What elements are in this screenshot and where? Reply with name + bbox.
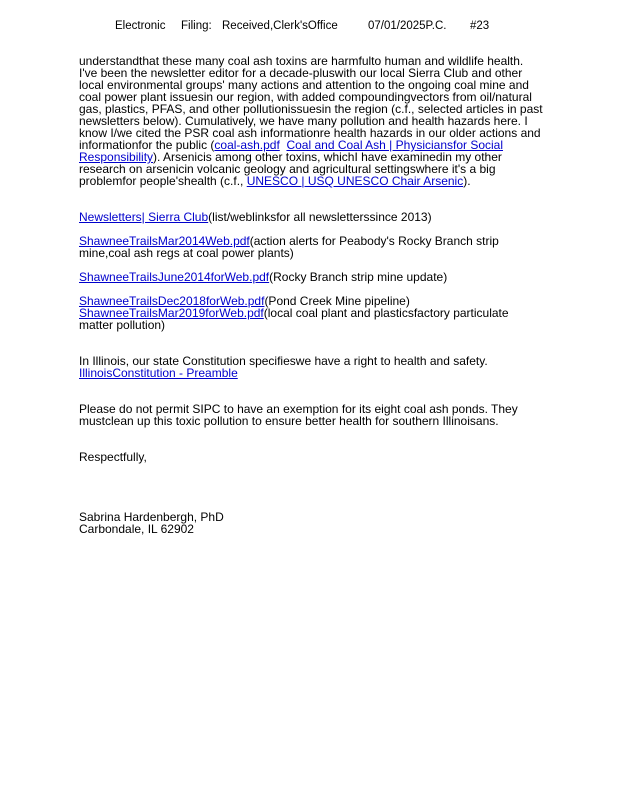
newsletter-note: (Pond Creek Mine pipeline) (264, 294, 410, 308)
header-date: 07/01/2025P.C. (368, 20, 447, 32)
unesco-arsenic-link[interactable]: UNESCO | USQ UNESCO Chair Arsenic (246, 174, 464, 188)
constitution-paragraph (79, 355, 544, 379)
illinois-constitution-link[interactable]: IllinoisConstitution - Preamble (79, 366, 238, 380)
intro-paragraph (79, 55, 544, 187)
newsletter-link-dec2018[interactable]: ShawneeTrailsDec2018forWeb.pdf (79, 294, 265, 308)
newsletter-item (79, 307, 544, 331)
intro-text-c: ). (463, 174, 471, 188)
newsletter-link-mar2019[interactable]: ShawneeTrailsMar2019forWeb.pdf (79, 306, 264, 320)
newsletter-link-june2014[interactable]: ShawneeTrailsJune2014forWeb.pdf (79, 270, 270, 284)
header-filing: Filing: (181, 20, 212, 32)
psr-coal-ash-link[interactable]: Coal and Coal Ash | Physiciansfor Social Responsibility (79, 138, 504, 164)
letter-body (79, 55, 544, 535)
newsletter-item (79, 235, 544, 259)
newsletter-note: (action alerts for Peabody's Rocky Branch strip mine,coal ash regs at coal power plants) (79, 234, 499, 260)
header-number: #23 (470, 20, 490, 32)
intro-text-b: ). Arsenicis among other toxins, whichI have examinedin my other research on arsenicin volcanic geology and agricultural settingswhere it's a big problemfor people'shealth (c.f., (79, 150, 502, 188)
newsletter-note: (local coal plant and plasticsfactory particulate matter pollution) (79, 306, 509, 332)
signature-location: Carbondale, IL 62902 (79, 522, 194, 536)
filing-header (0, 20, 618, 36)
header-electronic: Electronic (115, 20, 166, 32)
header-received: Received,Clerk'sOffice (222, 20, 338, 32)
newsletter-link-mar2014[interactable]: ShawneeTrailsMar2014Web.pdf (79, 234, 250, 248)
newsletters-line (79, 211, 544, 223)
request-paragraph: Please do not permit SIPC to have an exemption for its eight coal ash ponds. They mustclean up this toxic pollution to ensure better health for southern Illinoisans. (79, 402, 518, 428)
intro-text-a: understandthat these many coal ash toxins are harmfulto human and wildlife health. I've been the newsletter editor for a decade-pluswith our local Sierra Club and other local environmental groups' many actions and attention to the ongoing coal mine and coal power plant issuesin our region, with added compoundingvectors from oil/natural gas, plastics, PFAS, and other pollutionissuesin the region (c.f., selected articles in past newsletters below). Cumulatively, we have many pollution and health hazards here. I know I/we cited the PSR coal ash informationre health hazards in our older actions and informationfor the public ( (79, 54, 543, 152)
closing: Respectfully, (79, 450, 147, 464)
constitution-text: In Illinois, our state Constitution specifieswe have a right to health and safety. (79, 354, 488, 368)
newsletter-note: (Rocky Branch strip mine update) (269, 270, 448, 284)
newsletters-note: (list/weblinksfor all newsletterssince 2013) (208, 210, 432, 224)
coal-ash-pdf-link[interactable]: coal-ash.pdf (214, 138, 280, 152)
newsletter-item (79, 271, 544, 283)
sierra-club-newsletters-link[interactable]: Newsletters| Sierra Club (79, 210, 209, 224)
signature-name: Sabrina Hardenbergh, PhD (79, 510, 224, 524)
